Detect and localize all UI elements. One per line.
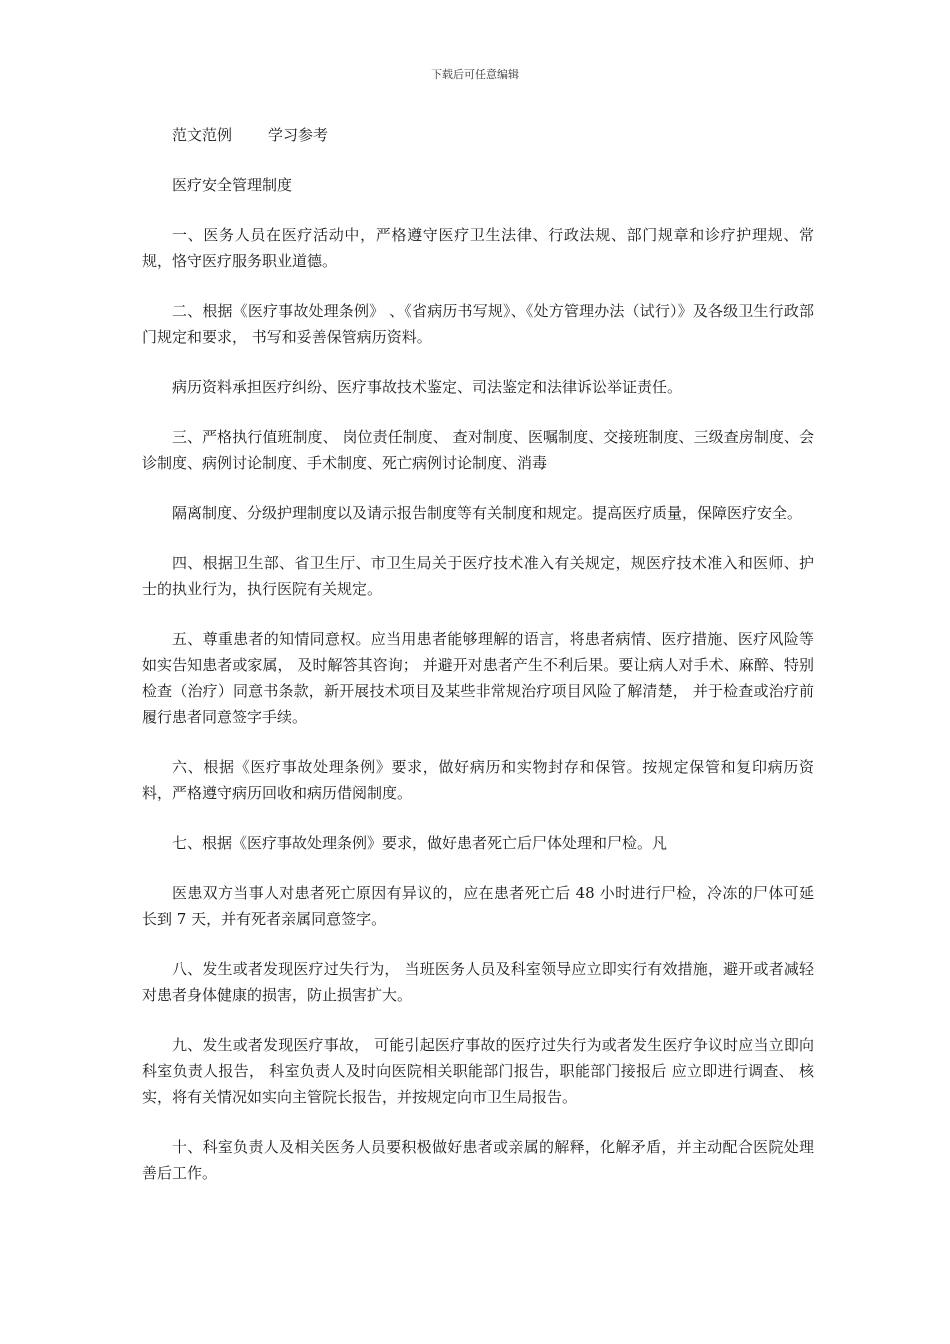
paragraph-4: 三、严格执行值班制度、 岗位责任制度、 查对制度、医嘱制度、交接班制度、三级查房制度、会诊制度、病例讨论制度、手术制度、死亡病例讨论制度、消毒 — [142, 428, 814, 472]
paragraph-11: 八、发生或者发现医疗过失行为， 当班医务人员及科室领导应立即实行有效措施，避开或者减轻对患者身体健康的损害，防止损害扩大。 — [142, 960, 814, 1004]
document-label-right: 学习参考 — [268, 126, 329, 144]
document-body — [142, 122, 814, 1210]
document-label-left: 范文范例 — [172, 126, 233, 144]
paragraph-13: 十、科室负责人及相关医务人员要积极做好患者或亲属的解释，化解矛盾，并主动配合医院处理善后工作。 — [142, 1138, 814, 1182]
header-note: 下载后可任意编辑 — [431, 68, 519, 81]
paragraph-10: 医患双方当事人对患者死亡原因有异议的，应在患者死亡后 48 小时进行尸检，冷冻的尸体可延长到 7 天，并有死者亲属同意签字。 — [142, 884, 814, 928]
paragraph-5: 隔离制度、分级护理制度以及请示报告制度等有关制度和规定。提高医疗质量，保障医疗安全。 — [172, 504, 803, 522]
paragraph-1: 一、医务人员在医疗活动中，严格遵守医疗卫生法律、行政法规、部门规章和诊疗护理规、常规，恪守医疗服务职业道德。 — [142, 226, 814, 270]
paragraph-6: 四、根据卫生部、省卫生厅、市卫生局关于医疗技术准入有关规定，规医疗技术准入和医师、护士的执业行为，执行医院有关规定。 — [142, 554, 814, 598]
paragraph-9: 七、根据《医疗事故处理条例》要求，做好患者死亡后尸体处理和尸检。凡 — [172, 834, 668, 852]
paragraph-8: 六、根据《医疗事故处理条例》要求，做好病历和实物封存和保管。按规定保管和复印病历资料，严格遵守病历回收和病历借阅制度。 — [142, 758, 814, 802]
document-title: 医疗安全管理制度 — [172, 176, 293, 194]
document-label — [142, 122, 814, 148]
paragraph-3: 病历资料承担医疗纠纷、医疗事故技术鉴定、司法鉴定和法律诉讼举证责任。 — [172, 378, 683, 396]
paragraph-7: 五、尊重患者的知情同意权。应当用患者能够理解的语言，将患者病情、医疗措施、医疗风险等如实告知患者或家属， 及时解答其咨询； 并避开对患者产生不利后果。要让病人对手术、麻醉、特别检查（治疗）同意书条款，新开展技术项目及某些非常规治疗项目风险了解清楚， 并于检查或治疗前履行患者同意签字手续。 — [142, 630, 814, 726]
paragraph-2: 二、根据《医疗事故处理条例》 、《省病历书写规》、《处方管理办法（试行）》及各级卫生行政部门规定和要求， 书写和妥善保管病历资料。 — [142, 302, 814, 346]
paragraph-12: 九、发生或者发现医疗事故， 可能引起医疗事故的医疗过失行为或者发生医疗争议时应当立即向科室负责人报告， 科室负责人及时向医院相关职能部门报告，职能部门接报后 应立即进行调查、 核实，将有关情况如实向主管院长报告，并按规定向市卫生局报告。 — [142, 1036, 814, 1106]
